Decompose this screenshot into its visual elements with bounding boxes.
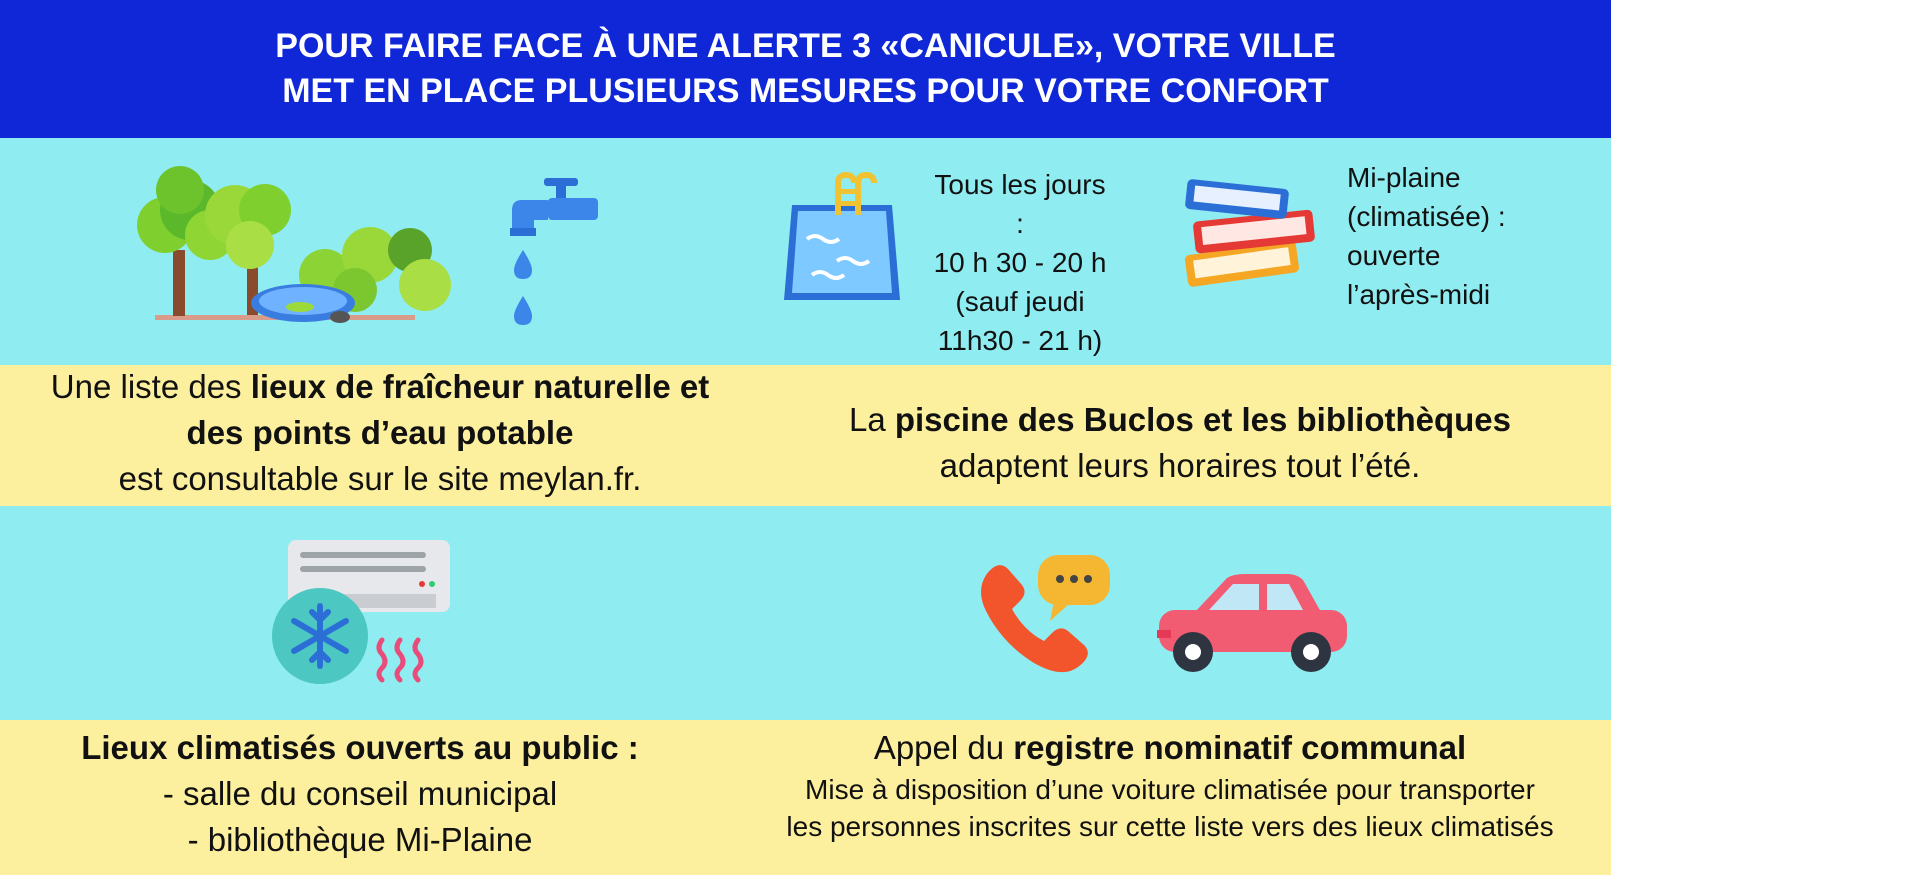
books-icon bbox=[1180, 178, 1330, 303]
library-hours-line-2: (climatisée) : bbox=[1347, 201, 1506, 232]
swimming-pool-icon bbox=[782, 175, 907, 305]
pool-hours-line-3: (sauf jeudi bbox=[955, 286, 1085, 317]
natural-cool-places-bold-2: des points d’eau potable bbox=[186, 414, 574, 451]
register-bold: registre nominatif communal bbox=[1013, 729, 1467, 766]
register-text bbox=[720, 725, 1620, 845]
header-line-2: MET EN PLACE PLUSIEURS MESURES POUR VOTRE CONFORT bbox=[282, 72, 1329, 110]
register-prefix: Appel du bbox=[873, 729, 1014, 766]
pool-hours bbox=[930, 165, 1110, 360]
icons-band-bottom bbox=[0, 506, 1611, 720]
header-banner bbox=[0, 0, 1611, 138]
natural-cool-places-prefix: Une liste des bbox=[50, 368, 251, 405]
library-hours bbox=[1347, 158, 1547, 314]
phone-call-icon bbox=[978, 555, 1113, 675]
air-conditioned-places-item-1: - salle du conseil municipal bbox=[162, 775, 558, 812]
air-conditioner-icon bbox=[272, 540, 457, 685]
water-tap-icon bbox=[508, 178, 598, 343]
natural-cool-places-text bbox=[0, 364, 760, 502]
header-line-1: POUR FAIRE FACE À UNE ALERTE 3 «CANICULE», VOTRE VILLE bbox=[275, 27, 1336, 65]
pool-libraries-line-2: adaptent leurs horaires tout l’été. bbox=[939, 447, 1421, 484]
pool-libraries-text bbox=[780, 397, 1580, 489]
natural-cool-places-line-2 bbox=[0, 410, 760, 456]
air-conditioned-places-item-2: - bibliothèque Mi-Plaine bbox=[187, 821, 533, 858]
register-line-1 bbox=[720, 725, 1620, 771]
library-hours-line-3: ouverte bbox=[1347, 240, 1441, 271]
natural-cool-places-bold-1: lieux de fraîcheur naturelle et bbox=[250, 368, 710, 405]
air-conditioned-places-title bbox=[0, 725, 720, 771]
pool-libraries-line-1 bbox=[780, 397, 1580, 443]
pool-hours-line-4: 11h30 - 21 h) bbox=[937, 325, 1103, 356]
air-conditioned-places-title-bold: Lieux climatisés ouverts au public : bbox=[81, 729, 639, 766]
pool-libraries-bold: piscine des Buclos et les bibliothèques bbox=[894, 401, 1512, 438]
pool-hours-line-1: Tous les jours : bbox=[934, 169, 1106, 239]
natural-cool-places-line-1 bbox=[0, 364, 760, 410]
natural-cool-places-line-3: est consultable sur le site meylan.fr. bbox=[118, 460, 642, 497]
library-hours-line-4: l’après-midi bbox=[1347, 279, 1491, 310]
trees-pond-icon bbox=[125, 155, 460, 325]
car-icon bbox=[1155, 572, 1350, 674]
library-hours-line-1: Mi-plaine bbox=[1347, 162, 1461, 193]
air-conditioned-places-text bbox=[0, 725, 720, 863]
register-line-3: les personnes inscrites sur cette liste vers des lieux climatisés bbox=[786, 811, 1554, 842]
pool-libraries-prefix: La bbox=[848, 401, 895, 438]
register-line-2: Mise à disposition d’une voiture climatisée pour transporter bbox=[805, 774, 1535, 805]
pool-hours-line-2: 10 h 30 - 20 h bbox=[933, 247, 1107, 278]
